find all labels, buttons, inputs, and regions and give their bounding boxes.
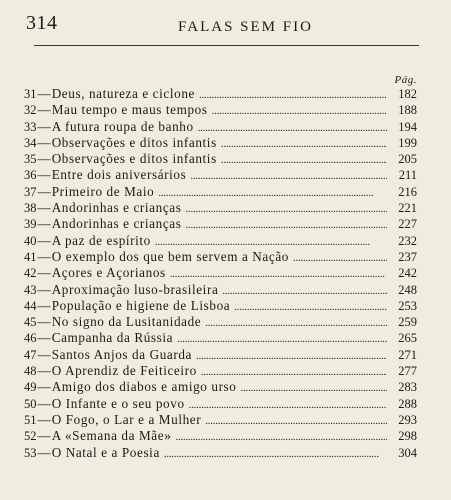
toc-entry-title: Primeiro de Maio <box>51 183 155 199</box>
toc-entry <box>24 314 417 330</box>
dot-leader <box>205 315 387 330</box>
toc-entry-dash: — <box>37 151 51 167</box>
toc-entry-number: 45 <box>24 315 37 330</box>
toc-entry-page: 304 <box>398 445 417 460</box>
toc-entry-number: 39 <box>24 217 37 232</box>
toc-entry-dash: — <box>37 183 51 199</box>
toc-entry-page: 259 <box>398 315 417 330</box>
toc-entry-title: Andorinhas e crianças <box>51 200 182 216</box>
toc-entry-title: Observações e ditos infantis <box>51 134 217 150</box>
toc-entry-page: 194 <box>398 119 417 134</box>
toc-entry-title: Aproximação luso-brasileira <box>51 281 219 297</box>
toc-entry-page: 248 <box>398 282 417 297</box>
toc-entry-title: Campanha da Rússia <box>51 330 174 346</box>
toc-entry-page: 283 <box>398 380 417 395</box>
toc-entry-title: Entre dois aniversários <box>51 167 187 183</box>
toc-entry-number: 32 <box>24 103 37 118</box>
page-column-label: Pág. <box>394 74 417 86</box>
toc-entry-dash: — <box>37 297 51 313</box>
toc-entry-dash: — <box>37 248 51 264</box>
dot-leader <box>205 413 387 428</box>
toc-entry-dash: — <box>37 379 51 395</box>
toc-entry-dash: — <box>37 232 51 248</box>
toc-entry-title: O Fogo, o Lar e a Mulher <box>51 411 202 427</box>
toc-entry-title: No signo da Lusitanidade <box>51 314 202 330</box>
toc-entry-dash: — <box>37 330 51 346</box>
toc-entry-number: 46 <box>24 331 37 346</box>
dot-leader <box>175 429 387 444</box>
dot-leader <box>221 152 387 167</box>
toc-entry-title: Santos Anjos da Guarda <box>51 346 192 362</box>
toc-entry-dash: — <box>37 395 51 411</box>
toc-entry <box>24 167 417 183</box>
toc-entry-title: Amigo dos diabos e amigo urso <box>51 379 237 395</box>
toc-entry-dash: — <box>37 281 51 297</box>
toc-entry <box>24 412 417 428</box>
dot-leader <box>198 120 387 135</box>
toc-entry-title: O Aprendiz de Feiticeiro <box>51 363 197 379</box>
toc-entry <box>24 428 417 444</box>
dot-leader <box>221 136 387 151</box>
toc-entry-number: 31 <box>24 87 37 101</box>
toc-entry-page: 205 <box>398 152 417 167</box>
toc-entry <box>24 119 417 135</box>
toc-entry-number: 51 <box>24 412 37 427</box>
toc-entry-number: 34 <box>24 135 37 150</box>
toc-entry-title: Mau tempo e maus tempos <box>51 102 208 118</box>
dot-leader <box>196 348 387 363</box>
toc-entry-page: 277 <box>398 364 417 379</box>
toc-entry <box>24 216 417 232</box>
toc-entry-page: 232 <box>398 233 417 248</box>
toc-entry-page: 216 <box>398 184 417 199</box>
dot-leader <box>155 234 387 249</box>
toc-entry-dash: — <box>37 102 51 118</box>
toc-entry-page: 182 <box>398 87 417 101</box>
dot-leader <box>293 250 387 265</box>
dot-leader <box>164 446 387 461</box>
toc-entry <box>24 265 417 281</box>
toc-entry <box>24 330 417 346</box>
dot-leader <box>222 283 387 298</box>
toc-entry <box>24 86 417 102</box>
toc-entry-title: A «Semana da Mãe» <box>51 428 172 444</box>
dot-leader <box>199 87 387 102</box>
toc-entry-page: 288 <box>398 396 417 411</box>
toc-entry-number: 42 <box>24 266 37 281</box>
toc-entry-number: 52 <box>24 429 37 444</box>
toc-entry-dash: — <box>37 444 51 460</box>
toc-entry-title: A futura roupa de banho <box>51 118 194 134</box>
toc-entry-dash: — <box>37 363 51 379</box>
toc-entry <box>24 249 417 265</box>
toc-entry <box>24 200 417 216</box>
toc-entry-page: 221 <box>398 201 417 216</box>
dot-leader <box>234 299 387 314</box>
toc-entry-dash: — <box>37 86 51 101</box>
dot-leader <box>177 331 387 346</box>
dot-leader <box>185 201 387 216</box>
toc-entry-number: 33 <box>24 119 37 134</box>
toc-entry-page: 211 <box>398 168 417 183</box>
toc-entry-page: 298 <box>398 429 417 444</box>
toc-entry-dash: — <box>37 314 51 330</box>
toc-entry-dash: — <box>37 346 51 362</box>
toc-entry-dash: — <box>37 200 51 216</box>
toc-entry-dash: — <box>37 216 51 232</box>
dot-leader <box>189 397 387 412</box>
dot-leader <box>240 380 387 395</box>
toc-entry-number: 47 <box>24 347 37 362</box>
toc-entry-title: O exemplo dos que bem servem a Nação <box>51 248 289 264</box>
toc-entry <box>24 396 417 412</box>
toc-entry-dash: — <box>37 118 51 134</box>
toc-entry-dash: — <box>37 411 51 427</box>
toc-entry-page: 271 <box>398 347 417 362</box>
toc-entry-dash: — <box>37 167 51 183</box>
toc-entry-title: O Infante e o seu povo <box>51 395 185 411</box>
toc-entry-page: 242 <box>398 266 417 281</box>
toc-entry-page: 227 <box>398 217 417 232</box>
dot-leader <box>212 103 387 118</box>
toc-entry-number: 37 <box>24 184 37 199</box>
table-of-contents <box>24 86 417 461</box>
dot-leader <box>158 185 387 200</box>
toc-entry <box>24 445 417 461</box>
dot-leader <box>185 217 387 232</box>
toc-entry <box>24 135 417 151</box>
toc-entry-title: Andorinhas e crianças <box>51 216 182 232</box>
toc-entry-title: A paz de espírito <box>51 232 151 248</box>
toc-entry-number: 38 <box>24 201 37 216</box>
toc-entry-number: 44 <box>24 298 37 313</box>
toc-entry-title: Observações e ditos infantis <box>51 151 217 167</box>
toc-entry-page: 237 <box>398 249 417 264</box>
toc-entry-title: O Natal e a Poesia <box>51 444 160 460</box>
header-rule <box>34 45 419 46</box>
toc-entry <box>24 233 417 249</box>
toc-entry <box>24 363 417 379</box>
dot-leader <box>170 266 387 281</box>
toc-entry-number: 48 <box>24 364 37 379</box>
toc-entry-page: 199 <box>398 135 417 150</box>
running-title: FALAS SEM FIO <box>178 19 313 35</box>
toc-entry-number: 43 <box>24 282 37 297</box>
toc-entry-dash: — <box>37 265 51 281</box>
toc-entry <box>24 379 417 395</box>
toc-entry <box>24 282 417 298</box>
toc-entry-page: 253 <box>398 298 417 313</box>
toc-entry-title: Deus, natureza e ciclone <box>51 86 195 101</box>
toc-entry <box>24 184 417 200</box>
toc-entry-dash: — <box>37 134 51 150</box>
toc-entry <box>24 298 417 314</box>
dot-leader <box>201 364 387 379</box>
toc-entry <box>24 347 417 363</box>
toc-entry-page: 188 <box>398 103 417 118</box>
page-number: 314 <box>26 12 58 34</box>
toc-entry-number: 53 <box>24 445 37 460</box>
toc-entry-number: 49 <box>24 380 37 395</box>
toc-entry-page: 265 <box>398 331 417 346</box>
toc-entry-title: Açores e Açorianos <box>51 265 166 281</box>
dot-leader <box>190 168 387 183</box>
toc-entry-title: População e higiene de Lisboa <box>51 297 231 313</box>
toc-entry-number: 35 <box>24 152 37 167</box>
toc-entry-number: 36 <box>24 168 37 183</box>
toc-entry-number: 41 <box>24 249 37 264</box>
toc-entry <box>24 151 417 167</box>
toc-entry-number: 50 <box>24 396 37 411</box>
toc-entry-page: 293 <box>398 412 417 427</box>
toc-entry-dash: — <box>37 428 51 444</box>
toc-entry-number: 40 <box>24 233 37 248</box>
toc-entry <box>24 102 417 118</box>
